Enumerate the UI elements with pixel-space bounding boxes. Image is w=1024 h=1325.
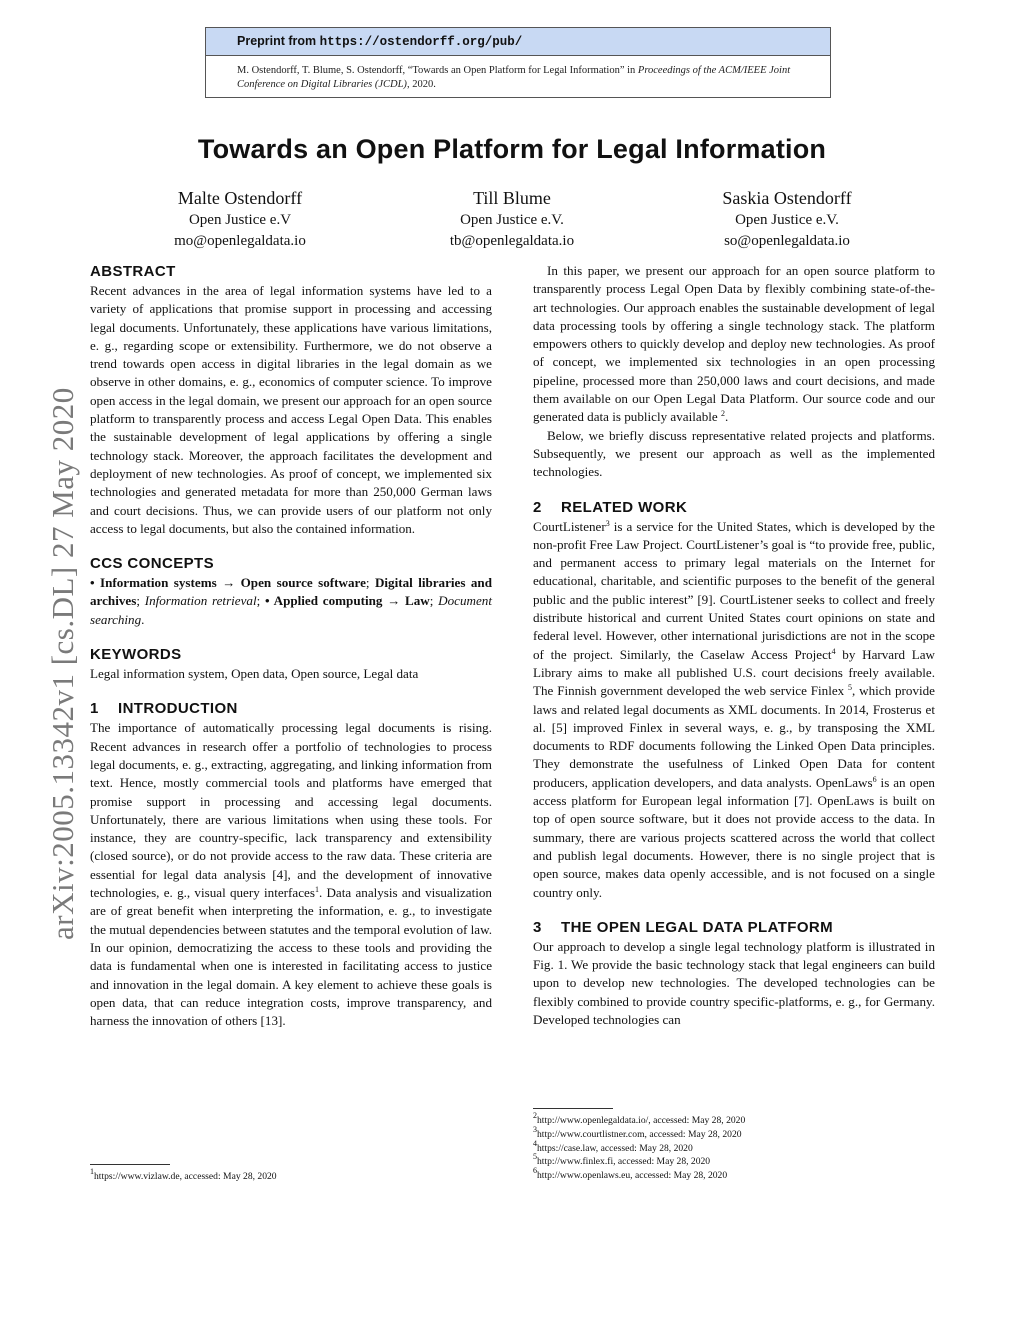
footnote — [533, 1138, 935, 1156]
ccs-concept: • Applied computing → Law — [265, 593, 430, 609]
abstract-heading: ABSTRACT — [90, 263, 176, 280]
footnotes-left — [90, 1164, 492, 1184]
author-name: Till Blume — [473, 188, 551, 208]
intro-text-part: The importance of automatically processing legal documents is rising. Recent advances in research offer a portfolio of technologies to process legal documents, e. g., extracting, aggregating, and linking information from text. Hence, mostly commercial tools and platforms have emerged that promise support in processing and accessing legal documents. Unfortunately, there are various limitations when using these tools. For instance, they are country-specific, lack transparency and extensibility (closed source), or do not provide access to the raw data. These criteria are essential for legal data analysis [4], and the development of innovative technologies, e. g., visual query interfaces — [90, 720, 492, 901]
paragraph-text: is an open access platform for European legal information [7]. OpenLaws is built on top of open source software, but it does not provide access to the data. In summary, there are various projects scattered across the world that collect and publish legal documents. However, there is no single project that is open source, makes data openly accessible, and is not focused on a single country only. — [533, 774, 935, 900]
footnote-ref[interactable]: 3 — [605, 518, 610, 528]
ccs-concept: Information retrieval — [144, 593, 257, 609]
keywords-heading: KEYWORDS — [90, 646, 182, 664]
paragraph-text: In this paper, we present our approach for an open source platform to transparently process Legal Open Data by flexibly combining state-of-the-art technologies. Our approach enables the sustainable development of legal data processing tools by offering a single technology stack. The platform empowers others to quickly develop and deploy new technologies. As proof of concept, we implemented six technologies in an open processing pipeline, processed more than 250,000 laws and court decisions, and made them available on our Open Legal Data Platform. Our source code and our generated data is publicly available — [533, 263, 935, 425]
right-column — [533, 262, 935, 1029]
ccs-separator: ; — [136, 593, 145, 609]
footnote-text[interactable]: http://www.openlaws.eu, accessed: May 28, 2020 — [537, 1170, 728, 1182]
section-number: 3 — [533, 918, 542, 936]
arxiv-identifier: arXiv:2005.13342v1 [cs.DL] 27 May 2020 — [45, 387, 80, 940]
ccs-separator: ; — [365, 575, 375, 591]
keywords-text: Legal information system, Open data, Open source, Legal data — [90, 666, 419, 682]
footnotes-right — [533, 1108, 935, 1183]
footnote-text[interactable]: http://www.courtlistner.com, accessed: May 28, 2020 — [537, 1128, 742, 1140]
citation-year: , 2020. — [406, 79, 436, 90]
paragraph-text: CourtListener — [533, 518, 606, 534]
footnote-text[interactable]: https://www.vizlaw.de, accessed: May 28, 2020 — [94, 1171, 277, 1182]
footnote-ref[interactable]: 4 — [831, 646, 836, 656]
paper-title: Towards an Open Platform for Legal Information — [197, 134, 827, 164]
author-name: Saskia Ostendorff — [722, 188, 852, 208]
intro-text-part: . Data analysis and visualization are of great benefit when interpreting the information, e. g., to investigate the mutual dependencies between statutes and the temporal evolution of law. In our opinion, democratizing the access to these tools and providing the data is fundamental when one is interested in facilitating access to justice and innovation in the legal domain. A key element to achieve these goals is open data, that can reduce integration costs, improve transparency, and harness the innovation of others [13]. — [90, 885, 492, 1029]
citation-venue: Proceedings of the ACM/IEEE Joint Conference on Digital Libraries (JCDL) — [237, 65, 791, 90]
section-title: RELATED WORK — [561, 498, 688, 516]
paragraph-text: , which provide laws and related legal documents as XML documents. In 2014, Frosterus et al. [5] improved Finlex in several ways, e. g., by transposing the XML documents to RDF documents following the Linked Open Data principles. They demonstrate the usefulness of Linked Open Data for content producers, application developers, and data analysts. OpenLaws — [533, 683, 935, 790]
footnote-text[interactable]: https://case.law, accessed: May 28, 2020 — [537, 1142, 693, 1154]
section-number: 1 — [90, 700, 99, 718]
ccs-separator: ; — [256, 593, 266, 609]
preprint-url[interactable]: https://ostendorff.org/pub/ — [319, 35, 523, 49]
preprint-notice — [205, 27, 831, 98]
footnote — [533, 1152, 935, 1169]
section-title: INTRODUCTION — [118, 700, 238, 718]
footnote-number: 1 — [90, 1167, 94, 1176]
ccs-separator: ; — [429, 593, 439, 609]
platform-text: Our approach to develop a single legal technology platform is illustrated in Fig. 1. We provide the basic technology stack that legal engineers can build upon to develop new technologies. The developed technologies can be flexibly combined to provide country specific-platforms, e. g., for Germany. Developed technologies can — [533, 938, 935, 1027]
intro-heading — [90, 699, 492, 719]
footnote-text[interactable]: http://www.finlex.fi, accessed: May 28, 2020 — [537, 1156, 711, 1168]
section-number: 2 — [533, 498, 542, 516]
footnote-rule — [90, 1164, 170, 1165]
footnote-rule — [533, 1108, 613, 1109]
footnote — [533, 1166, 935, 1183]
author-block — [657, 186, 917, 252]
ccs-heading: CCS CONCEPTS — [90, 555, 214, 573]
footnote-ref[interactable]: 1 — [314, 885, 319, 895]
preprint-citation — [206, 56, 830, 92]
abstract-text: Recent advances in the area of legal information systems have led to a variety of applications that promise support in processing and accessing legal documents. Unfortunately, these applications have various limitations, e. g., regarding scope or extensibility. Furthermore, we do not observe a trend towards open access in digital libraries in the legal domain as we observe in other domains, e. g., economics of computer science. To improve open access in the legal domain, we present our approach for an open source platform to transparently process and access Legal Open Data. This enables the sustainable development of legal applications by offering a single technology stack. Moreover, the approach facilitates the development and deployment of new technologies. As proof of concept, we implemented six technologies and generated metadata for more than 250,000 German laws and court decisions. Thus, we can provide users of our platform not only access to legal documents, but also the contained information. — [90, 283, 492, 536]
footnote — [90, 1167, 492, 1184]
footnote-ref[interactable]: 2 — [720, 409, 725, 419]
paragraph-text: . — [724, 409, 729, 425]
intro-text — [90, 719, 492, 1030]
footnote-number: 3 — [533, 1124, 537, 1134]
footnote-number: 6 — [533, 1166, 537, 1176]
footnote-text[interactable]: http://www.openlegaldata.io/, accessed: May 28, 2020 — [537, 1115, 746, 1126]
related-work-heading — [533, 498, 935, 518]
related-work-text — [533, 518, 935, 902]
author-affiliation: Open Justice e.V. — [460, 212, 564, 228]
paragraph-text: by Harvard Law Library aims to make all published U.S. court decisions freely available. The Finnish government developed the web service Finlex — [533, 646, 936, 699]
footnote-number: 4 — [533, 1138, 537, 1148]
intro-outline-paragraph: Below, we briefly discuss representative related projects and platforms. Subsequently, we present our approach as well as the implemented technologies. — [533, 427, 935, 480]
footnote-number: 2 — [533, 1111, 537, 1120]
platform-heading — [533, 918, 935, 938]
intro-continued-paragraph — [533, 262, 935, 427]
preprint-label: Preprint from — [237, 34, 317, 48]
preprint-header — [206, 28, 830, 56]
ccs-concepts — [90, 574, 492, 629]
footnote — [533, 1111, 935, 1128]
ccs-concept: Document searching — [90, 593, 492, 627]
author-block — [382, 186, 642, 252]
ccs-separator: . — [141, 611, 145, 627]
paragraph-text: is a service for the United States, which is developed by the non-profit Free Law Project. CourtListener’s goal is “to provide free, public, and permanent access to primary legal materials on the Internet for educational, charitable, and scientific purposes to the benefit of the general public and the public interest” [9]. CourtListener seeks to collect and freely distribute historical and current United States court opinions on state and federal level. However, other international jurisdictions are not in the scope of the project. Similarly, the Caselaw Access Project — [533, 518, 935, 662]
author-email[interactable]: mo@openlegaldata.io — [174, 233, 306, 249]
citation-authors: M. Ostendorff, T. Blume, S. Ostendorff, “Towards an Open Platform for Legal Information” in — [237, 65, 638, 76]
ccs-concept: • Information systems → Open source software — [90, 575, 366, 591]
author-affiliation: Open Justice e.V — [188, 212, 292, 228]
footnote-number: 5 — [533, 1152, 537, 1162]
author-email[interactable]: tb@openlegaldata.io — [449, 233, 575, 249]
author-block — [110, 186, 370, 252]
section-title: THE OPEN LEGAL DATA PLATFORM — [561, 918, 834, 936]
footnote — [533, 1124, 935, 1142]
footnote-ref[interactable]: 6 — [872, 774, 877, 784]
footnote-ref[interactable]: 5 — [848, 683, 853, 693]
author-affiliation: Open Justice e.V. — [735, 212, 839, 228]
ccs-concept: Digital libraries and archives — [90, 575, 492, 609]
author-name: Malte Ostendorff — [177, 188, 303, 208]
left-column — [90, 262, 492, 1030]
author-email[interactable]: so@openlegaldata.io — [724, 233, 850, 249]
